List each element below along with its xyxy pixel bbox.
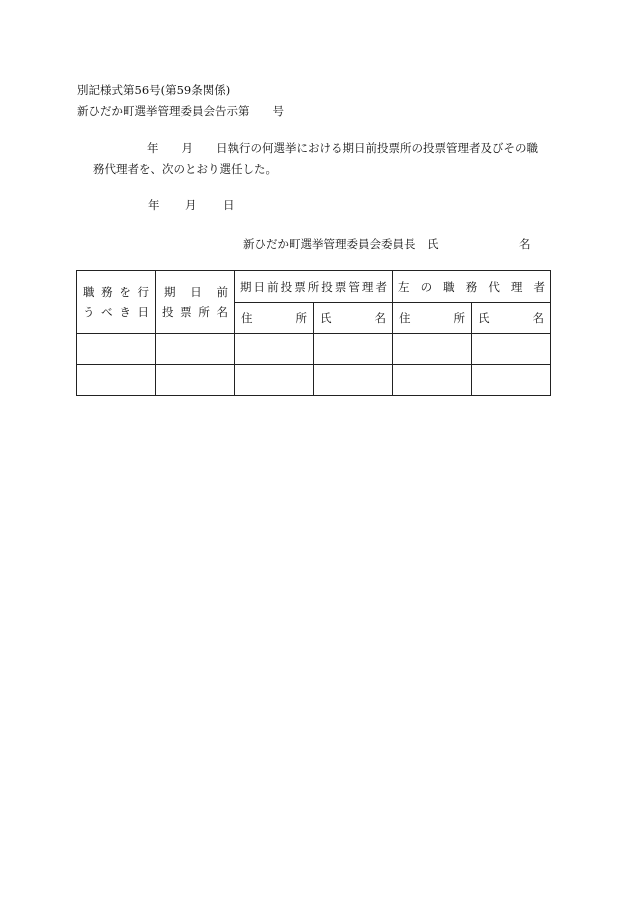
header-polling-place-line2: 投 票 所 名 <box>162 305 228 319</box>
table-cell <box>156 334 235 365</box>
header-polling-place <box>156 271 235 334</box>
header-deputy: 左 の 職 務 代 理 者 <box>393 271 551 303</box>
table-cell <box>235 334 314 365</box>
header-manager: 期 日 前 投 票 所 投 票 管 理 者 <box>235 271 393 303</box>
header-duty-date-line1: 職 務 を 行 <box>83 285 149 299</box>
notice-number: 新ひだか町選挙管理委員会告示第 号 <box>77 104 284 118</box>
notice-text-line2: 務代理者を、次のとおり選任した。 <box>93 162 277 176</box>
table-cell <box>472 365 551 396</box>
table-cell <box>472 334 551 365</box>
appointment-table <box>76 270 551 396</box>
table-cell <box>393 365 472 396</box>
header-polling-place-line1: 期 日 前 <box>164 285 228 299</box>
header-duty-date-line2: う べ き 日 <box>83 305 149 319</box>
table-cell <box>314 334 393 365</box>
subheader-deputy-name: 氏 名 <box>472 303 551 334</box>
table-cell <box>393 334 472 365</box>
date-day: 日 <box>223 198 235 212</box>
date-month: 月 <box>185 198 197 212</box>
form-number: 別記様式第56号(第59条関係) <box>77 83 231 97</box>
table-cell <box>156 365 235 396</box>
table-row <box>77 365 551 396</box>
signature-line: 新ひだか町選挙管理委員会委員長 氏 名 <box>243 237 531 251</box>
notice-text-line1: 年 月 日執行の何選挙における期日前投票所の投票管理者及びその職 <box>147 141 538 155</box>
header-duty-date <box>77 271 156 334</box>
date-year: 年 <box>148 198 160 212</box>
table-row <box>77 334 551 365</box>
notice-date <box>148 197 235 213</box>
table-cell <box>77 334 156 365</box>
table-cell <box>314 365 393 396</box>
table-cell <box>235 365 314 396</box>
subheader-manager-name: 氏 名 <box>314 303 393 334</box>
subheader-manager-address: 住 所 <box>235 303 314 334</box>
table-cell <box>77 365 156 396</box>
subheader-deputy-address: 住 所 <box>393 303 472 334</box>
